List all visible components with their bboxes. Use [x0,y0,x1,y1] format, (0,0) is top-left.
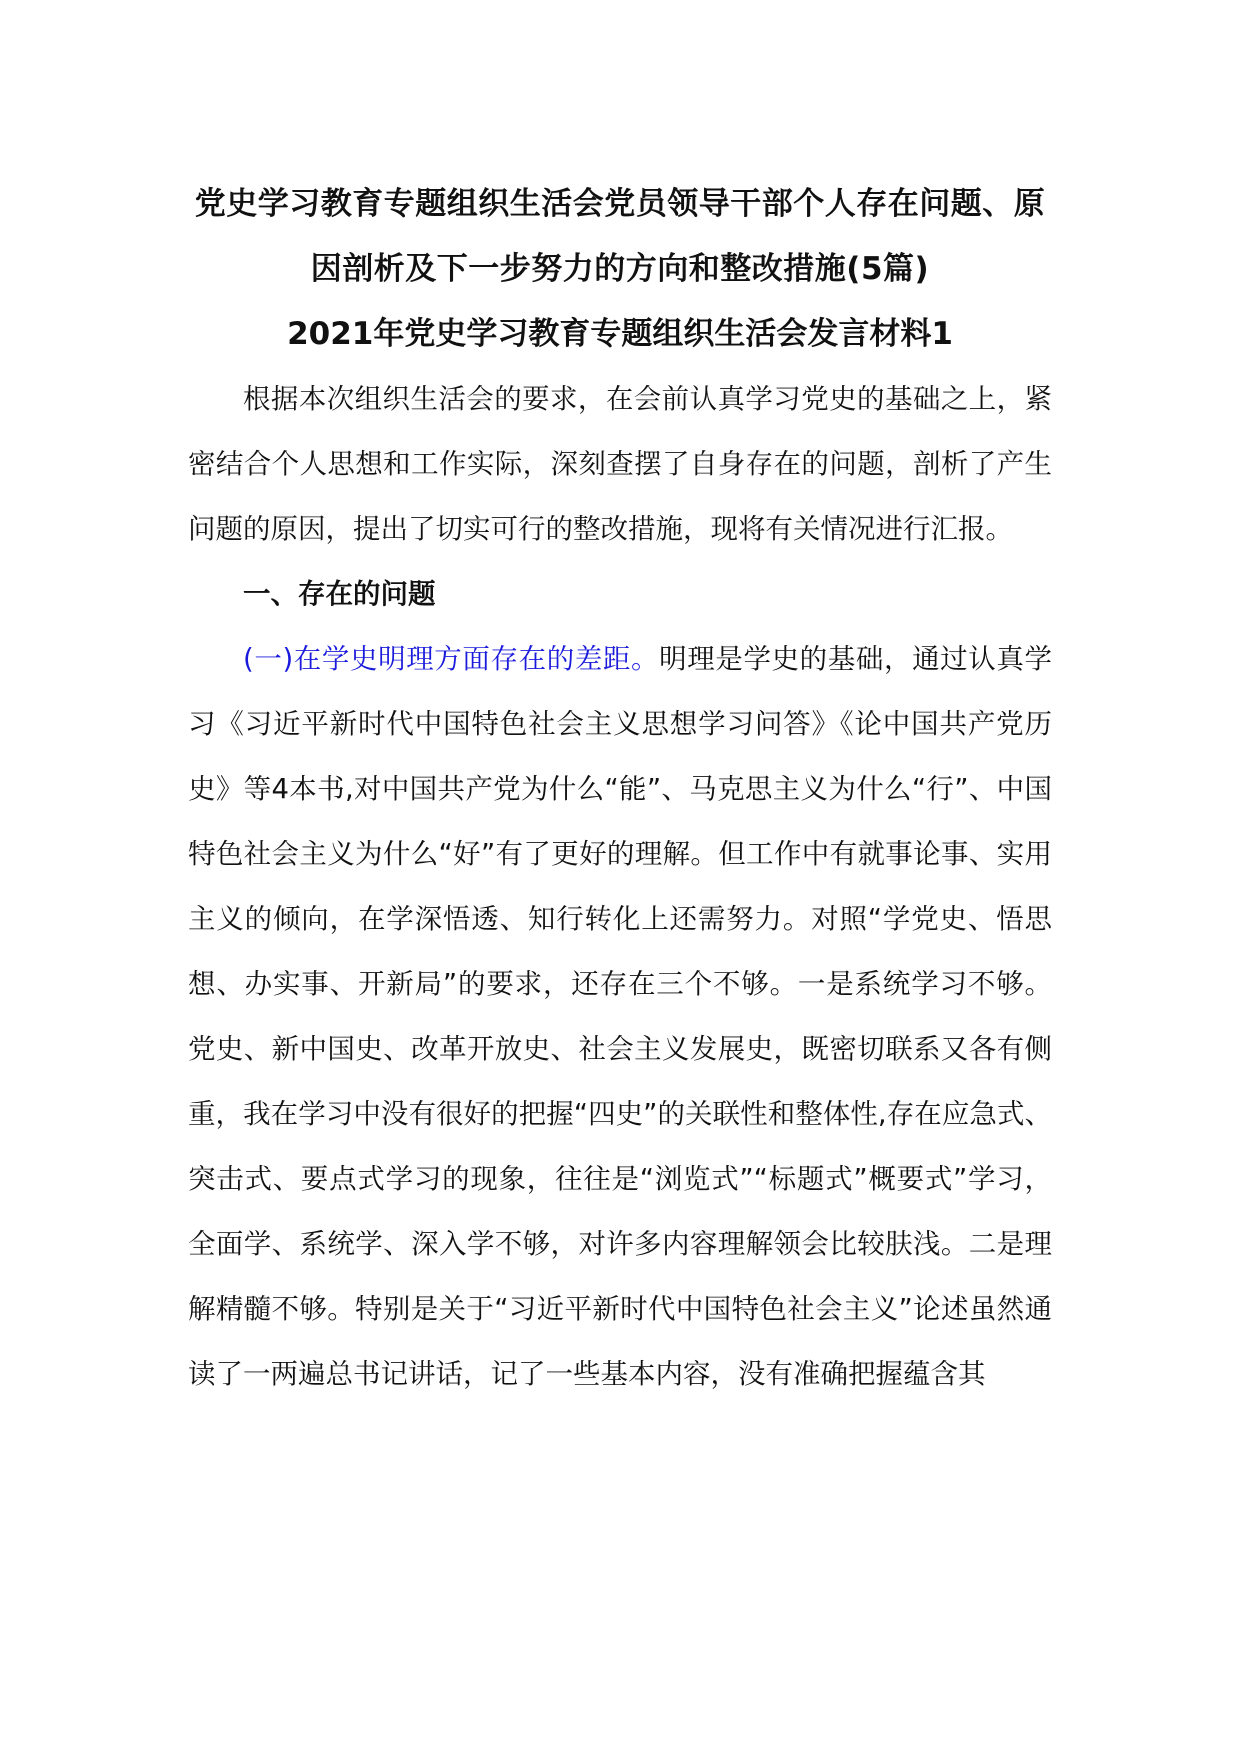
document-page [188,172,1052,1407]
intro-paragraph: 根据本次组织生活会的要求，在会前认真学习党史的基础之上，紧密结合个人思想和工作实际，深刻查摆了自身存在的问题，剖析了产生问题的原因，提出了切实可行的整改措施，现将有关情况进行汇报。 [188,383,1052,545]
section-heading-problems: 一、存在的问题 [243,578,436,610]
item1-body: 明理是学史的基础，通过认真学习《习近平新时代中国特色社会主义思想学习问答》《论中国共产党历史》等4本书,对中国共产党为什么“能”、马克思主义为什么“行”、中国特色社会主义为什么“好”有了更好的理解。但工作中有就事论事、实用主义的倾向，在学深悟透、知行转化上还需努力。对照“学党史、悟思想、办实事、开新局”的要求，还存在三个不够。一是系统学习不够。党史、新中国史、改革开放史、社会主义发展史，既密切联系又各有侧重，我在学习中没有很好的把握“四史”的关联性和整体性,存在应急式、突击式、要点式学习的现象，往往是“浏览式”“标题式”概要式”学习，全面学、系统学、深入学不够，对许多内容理解领会比较肤浅。二是理解精髓不够。特别是关于“习近平新时代中国特色社会主义”论述虽然通读了一两遍总书记讲话，记了一些基本内容，没有准确把握蕴含其 [188,643,1052,1390]
item1-heading: (一)在学史明理方面存在的差距。 [243,643,660,675]
item1-paragraph [188,627,1052,1407]
document-title: 党史学习教育专题组织生活会党员领导干部个人存在问题、原因剖析及下一步努力的方向和整改措施(5篇) [194,186,1046,287]
document-subtitle: 2021年党史学习教育专题组织生活会发言材料1 [287,316,953,352]
